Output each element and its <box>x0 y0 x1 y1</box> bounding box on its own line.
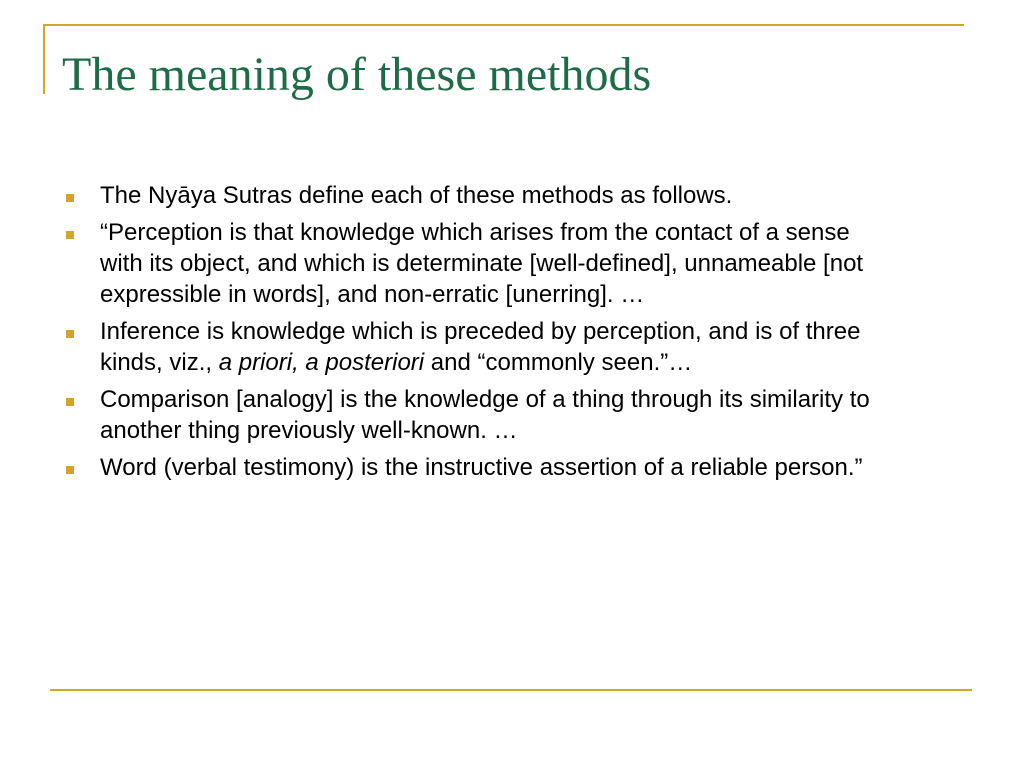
bullet-item-comparison <box>62 384 882 446</box>
bullet-list <box>62 180 882 489</box>
bullet-item-word <box>62 452 882 483</box>
bullet-item-inference <box>62 316 882 378</box>
square-bullet-icon <box>66 231 74 239</box>
bullet-text: Comparison [analogy] is the knowledge of a thing through its similarity to another thing previously well-known. … <box>100 386 870 444</box>
bullet-text-end: and “commonly seen.”… <box>424 349 693 376</box>
bullet-text-start: Inference is knowledge which is preceded by perception, and is of three kinds, viz., <box>100 318 861 376</box>
slide-title: The meaning of these methods <box>62 48 652 101</box>
bullet-item-perception <box>62 217 882 310</box>
bullet-item-intro <box>62 180 882 211</box>
bullet-text: The Nyāya Sutras define each of these methods as follows. <box>100 182 733 209</box>
bullet-text: Word (verbal testimony) is the instructive assertion of a reliable person.” <box>100 454 863 481</box>
bullet-text-italic: a priori, a posteriori <box>218 349 425 376</box>
square-bullet-icon <box>66 194 74 202</box>
top-border-line <box>43 24 964 26</box>
square-bullet-icon <box>66 398 74 406</box>
square-bullet-icon <box>66 466 74 474</box>
left-border-line <box>43 24 45 94</box>
square-bullet-icon <box>66 330 74 338</box>
bullet-text: “Perception is that knowledge which arises from the contact of a sense with its object, and which is determinate [well-defined], unnameable [not expressible in words], and non-erratic [unerring]. … <box>100 219 864 308</box>
bottom-border-line <box>50 689 972 691</box>
